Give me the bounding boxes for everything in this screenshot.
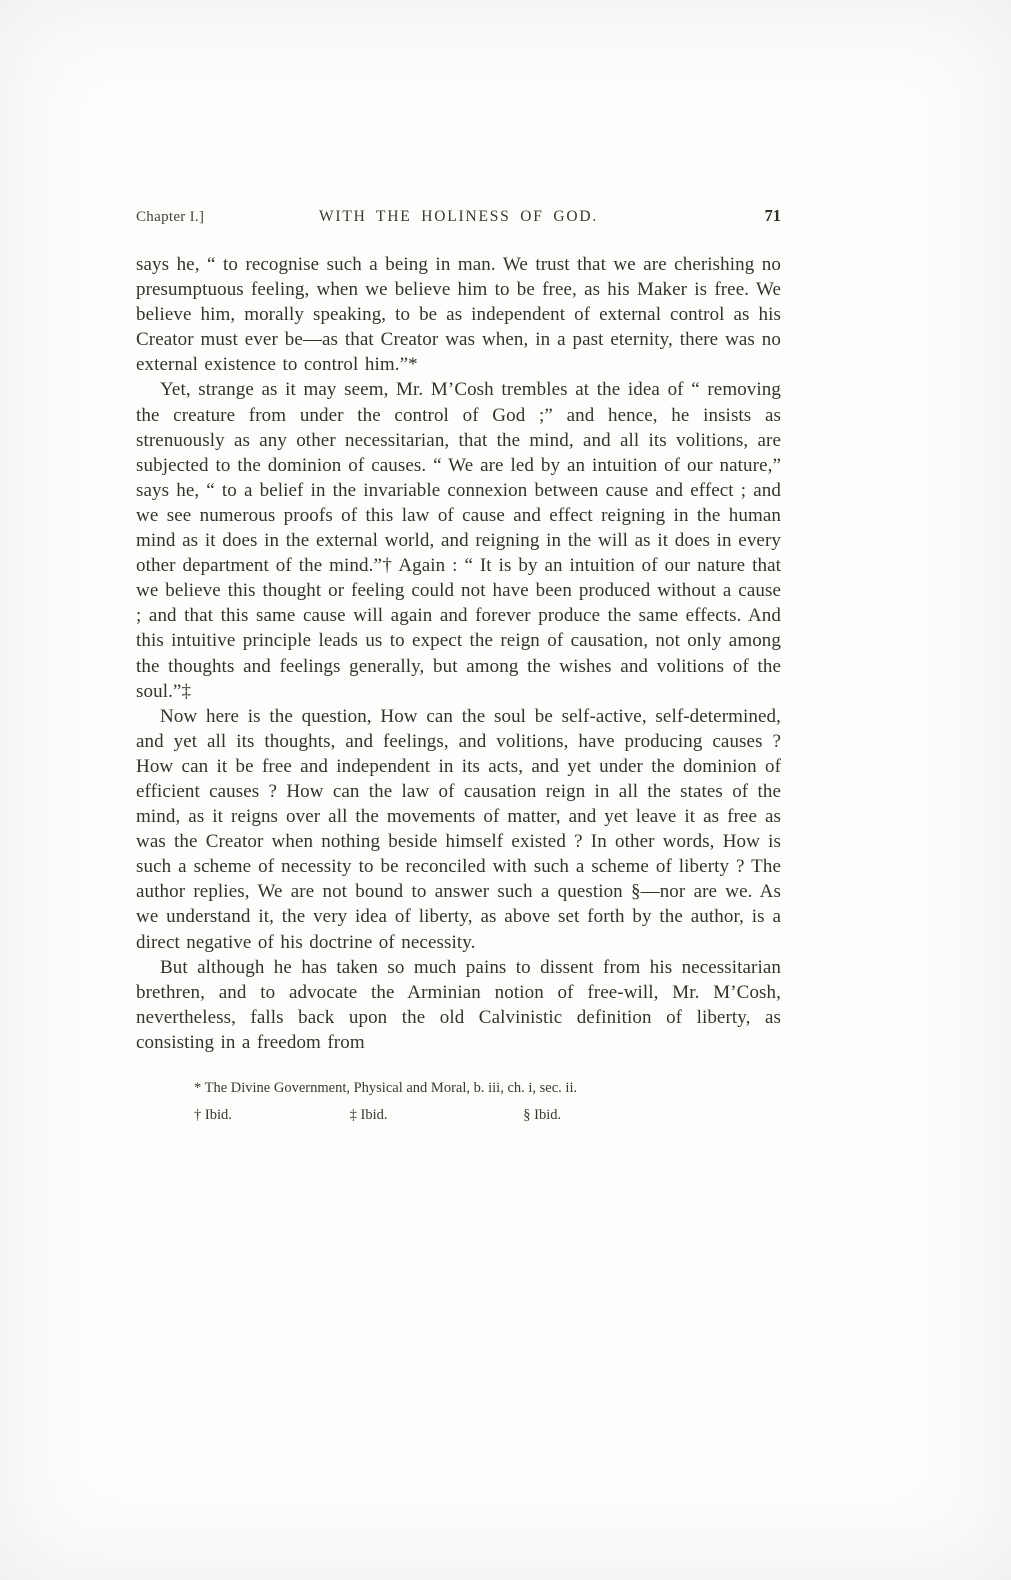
body-paragraph-2: Yet, strange as it may seem, Mr. M’Cosh trembles at the idea of “ removing the creature from under the control of God ;” and hence, he insists as strenuously as any other necessitarian, that the mind, and all its volitions, are subjected to the dominion of causes. “ We are led by an intuition of our nature,” says he, “ to a belief in the invariable connexion between cause and effect ; and we see numerous proofs of this law of cause and effect reigning in the human mind as it does in the external world, and reigning in the will as it does in every other department of the mind.”† Again : “ It is by an intuition of our nature that we believe this thought or feeling could not have been produced without a cause ; and that this same cause will again and forever produce the same effects. And this intuitive principle leads us to expect the reign of causation, not only among the thoughts and feelings generally, but among the wishes and volitions of the soul.”‡ xyxy=(136,379,781,702)
footnotes xyxy=(136,1075,781,1129)
body-paragraph-3: Now here is the question, How can the soul be self-active, self-determined, and yet all its thoughts, and feelings, and volitions, have producing causes ? How can it be free and independent in its acts, and yet under the dominion of efficient causes ? How can the law of causation reign in all the states of the mind, as it reigns over all the movements of matter, and yet leave it as free as was the Creator when nothing beside himself existed ? In other words, How is such a scheme of necessity to be reconciled with such a scheme of liberty ? The author replies, We are not bound to answer such a question §—nor are we. As we understand it, the very idea of liberty, as above set forth by the author, is a direct negative of his doctrine of necessity. xyxy=(136,705,781,953)
running-title: WITH THE HOLINESS OF GOD. xyxy=(319,208,598,225)
footnote-line-2 xyxy=(194,1102,781,1129)
footnote-item-dagger: † Ibid. xyxy=(194,1107,232,1123)
page-header xyxy=(136,206,781,226)
footnote-item-double-dagger: ‡ Ibid. xyxy=(349,1107,388,1123)
page-content xyxy=(136,206,781,1129)
chapter-label: Chapter I.] xyxy=(136,209,205,225)
page-number: 71 xyxy=(764,206,781,225)
body-paragraph-4: But although he has taken so much pains to dissent from his necessitarian brethren, and to advocate the Arminian notion of free-will, Mr. M’Cosh, nevertheless, falls back upon the old Calvinistic definition of liberty, as consisting in a freedom from xyxy=(136,956,781,1053)
footnote-line-1: * The Divine Government, Physical and Moral, b. iii, ch. i, sec. ii. xyxy=(194,1080,578,1096)
footnote-item-section: § Ibid. xyxy=(523,1107,562,1123)
body-text xyxy=(136,252,781,1055)
body-paragraph-1: says he, “ to recognise such a being in man. We trust that we are cherishing no presumptuous feeling, when we believe him to be free, as his Maker is free. We believe him, morally speaking, to be as independent of external control as his Creator must ever be—as that Creator was when, in a past eternity, there was no external existence to control him.”* xyxy=(136,254,781,376)
